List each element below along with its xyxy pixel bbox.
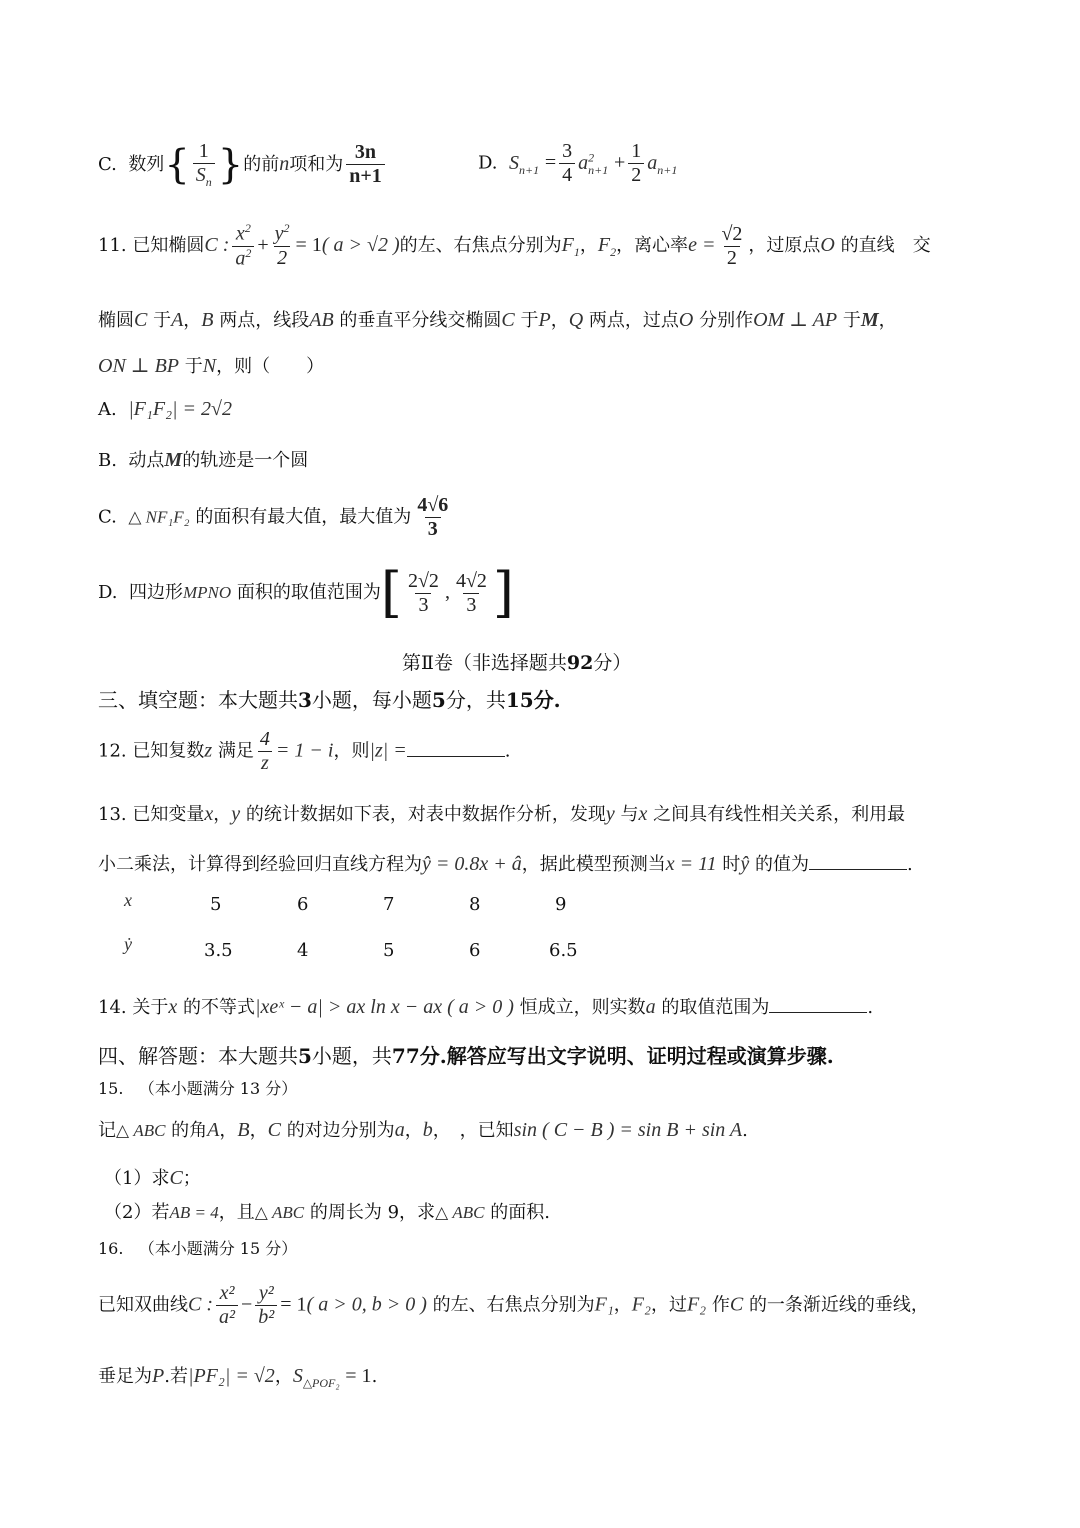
frac-den-sub: n — [205, 175, 212, 189]
t: 椭圆 — [98, 310, 134, 331]
m: ŷ — [740, 853, 750, 875]
m: △ ABC — [254, 1203, 305, 1222]
frac-den — [232, 246, 254, 271]
q10-option-d — [478, 140, 677, 187]
t: ，且 — [218, 1202, 255, 1223]
question-number: 16. — [98, 1239, 124, 1258]
fraction — [453, 570, 490, 617]
q11-line3 — [98, 352, 324, 378]
t: ， — [274, 1366, 293, 1387]
f1-sub: 1 — [573, 245, 580, 260]
expr: |F₁F₂| = 2√2 — [128, 398, 232, 420]
q12 — [98, 728, 510, 775]
comma: , — [444, 581, 450, 603]
t: 已知复数 — [132, 740, 205, 762]
table-cell: 5 — [210, 894, 222, 915]
t: （本小题满分 13 分） — [138, 1079, 298, 1098]
q11-line2 — [98, 306, 897, 332]
q10-c-text2: 的前 — [243, 153, 280, 175]
m: F₁ — [594, 1293, 614, 1316]
fraction — [414, 494, 451, 541]
q13-line1 — [98, 800, 905, 826]
x: x — [235, 222, 245, 245]
left-brace-icon: { — [164, 141, 190, 188]
t: ，则 — [333, 740, 370, 762]
m: △ NF₁F₂ — [128, 507, 190, 527]
frac-den: 3 — [415, 593, 431, 617]
frac-num: 3n — [354, 141, 377, 164]
frac-den: z — [258, 751, 272, 775]
f2-sub: 2 — [610, 245, 617, 260]
m: y — [231, 803, 241, 825]
m: x — [204, 803, 214, 825]
question-number: 13. — [98, 804, 127, 825]
m: ŷ = 0.8x + â — [422, 853, 522, 875]
m: △ ABC — [435, 1203, 485, 1222]
q16-stem-line2 — [98, 1362, 377, 1391]
d-term2 — [647, 151, 678, 177]
q11-text: 已知椭圆 — [132, 235, 205, 257]
q11-text2: 的左、右焦点分别为 — [399, 235, 562, 257]
t: .若 — [164, 1366, 188, 1387]
m: B — [201, 309, 214, 331]
m: M — [860, 309, 879, 331]
option-label: D. — [478, 152, 498, 174]
d-term1 — [578, 149, 609, 177]
t: 的周长为 9，求 — [309, 1202, 436, 1223]
t: 5 — [431, 688, 446, 712]
table-cell: 3.5 — [204, 940, 233, 961]
t: 满足 — [217, 740, 254, 762]
frac-den: n+1 — [346, 164, 385, 188]
t: 分） — [593, 652, 632, 674]
table-cell: 6.5 — [549, 940, 578, 961]
fraction — [255, 1282, 277, 1329]
t: 于 — [153, 310, 172, 331]
t: 的统计数据如下表，对表中数据作分析，发现 — [245, 804, 606, 825]
m: MPNO — [182, 583, 232, 602]
part2-title — [402, 648, 631, 675]
t: 四、解答题：本大题共 — [98, 1044, 298, 1068]
option-label: D. — [98, 582, 118, 603]
fraction — [216, 1282, 238, 1329]
t: ， — [219, 1120, 238, 1141]
q16-header — [98, 1236, 297, 1259]
curve-c: C : — [204, 234, 230, 257]
m: A — [171, 309, 184, 331]
t: （本小题满分 15 分） — [138, 1239, 298, 1258]
m: b — [422, 1119, 433, 1141]
fraction — [405, 570, 442, 617]
d-lhs — [508, 151, 540, 177]
m: = 1 − i — [275, 739, 334, 762]
fraction — [193, 140, 215, 190]
t: 的取值范围为 — [661, 997, 770, 1018]
m: M — [164, 449, 183, 471]
frac-num: 4√6 — [417, 494, 449, 516]
frac-den: a² — [216, 1305, 238, 1329]
section-4-heading — [98, 1040, 834, 1069]
t: 的对边分别为 — [286, 1120, 395, 1141]
q10-option-c — [98, 140, 388, 190]
area-s — [292, 1365, 340, 1390]
t: ， — [213, 804, 232, 825]
m: C — [729, 1293, 744, 1316]
m: △ ABC — [116, 1121, 166, 1140]
t: 小题，每小题 — [311, 688, 432, 712]
sup: 2 — [283, 221, 290, 236]
fraction — [628, 140, 644, 187]
question-number: 11. — [98, 235, 127, 257]
t: 的左、右焦点分别为 — [432, 1294, 595, 1316]
right-brace-icon: } — [217, 141, 244, 188]
q15-part2 — [104, 1198, 550, 1224]
q10-c-text3: 项和为 — [289, 153, 344, 175]
t: 两点，过点 — [588, 310, 679, 331]
option-label: B. — [98, 450, 117, 471]
s: S — [292, 1365, 303, 1387]
s-sub: △POF₂ — [302, 1376, 340, 1390]
m: P — [538, 309, 551, 331]
t: 于 — [842, 310, 861, 331]
frac-num: y² — [258, 1282, 274, 1304]
t: 关于 — [132, 997, 169, 1018]
m: A — [207, 1119, 220, 1141]
fraction-result — [346, 141, 385, 188]
t: 的一条渐近线的垂线， — [748, 1294, 929, 1316]
q15-part1 — [104, 1164, 201, 1190]
q11-text4: ，过原点 — [748, 235, 821, 257]
m: ON ⊥ BP — [98, 355, 180, 377]
m: |PF₂| = √2 — [187, 1365, 275, 1387]
t: ， — [878, 310, 897, 331]
question-number: 14. — [98, 997, 127, 1018]
d-term1-sub: n+1 — [588, 162, 609, 177]
m: AB = 4 — [169, 1203, 219, 1222]
t: 已知双曲线 — [98, 1294, 188, 1316]
t: ， — [183, 310, 202, 331]
q10-c-text: 数列 — [128, 153, 165, 175]
m: N — [202, 355, 217, 377]
table-cell: 5 — [383, 940, 395, 961]
table-cell: 9 — [555, 894, 567, 915]
t: 动点 — [128, 450, 165, 471]
f2-letter: F — [597, 234, 611, 257]
q15-stem — [98, 1116, 748, 1142]
frac-num: 1 — [631, 140, 642, 162]
t: 的不等式 — [183, 997, 255, 1018]
t: . — [907, 854, 913, 875]
m: = 1 — [345, 1365, 372, 1387]
m: x — [168, 996, 178, 1018]
t: ，过 — [650, 1294, 687, 1316]
m: a — [645, 996, 656, 1018]
m: B — [237, 1119, 250, 1141]
answer-blank[interactable] — [809, 853, 907, 870]
fraction — [718, 223, 745, 270]
frac-den: b² — [255, 1305, 277, 1329]
point-o: O — [820, 234, 835, 257]
frac-den: 3 — [463, 593, 479, 617]
frac-num: 2√2 — [407, 569, 439, 592]
table-cell: 6 — [469, 940, 481, 961]
t: 分. — [533, 688, 561, 712]
t: . — [867, 997, 874, 1018]
m: sin ( C − B ) = sin B + sin A — [513, 1119, 743, 1141]
t: 两点，线段 — [219, 310, 310, 331]
fraction — [257, 728, 273, 775]
m: OM ⊥ AP — [753, 309, 838, 331]
var-n: n — [279, 152, 290, 175]
frac-num: 3 — [562, 140, 573, 162]
q13-line2 — [98, 850, 913, 876]
d-lhs-s: S — [508, 151, 519, 174]
t: ， — [404, 1120, 423, 1141]
section-3-heading — [98, 684, 561, 713]
frac-num: 4 — [259, 728, 270, 750]
f2 — [597, 234, 617, 260]
frac-den: 3 — [425, 517, 441, 541]
rhs: = 1 — [295, 234, 322, 257]
fraction — [272, 222, 293, 270]
t: 于 — [184, 356, 203, 377]
frac-num: 4√2 — [455, 569, 487, 592]
t: 小二乘法，计算得到经验回归直线方程为 — [98, 854, 422, 875]
q11-option-a — [98, 398, 232, 421]
m: P — [152, 1365, 165, 1387]
m: F₂ — [631, 1293, 651, 1316]
t: ， — [550, 310, 569, 331]
q11-line1 — [98, 222, 931, 270]
frac-den-s: S — [195, 164, 206, 186]
t: ， — [249, 1120, 268, 1141]
sup: 2 — [244, 221, 251, 235]
frac-num: 1 — [198, 140, 209, 162]
option-label: C. — [98, 506, 117, 528]
frac-den: 2 — [274, 246, 290, 270]
t: 作 — [711, 1294, 730, 1316]
t: 的垂直平分线交椭圆 — [339, 310, 502, 331]
t: 恒成立，则实数 — [519, 997, 646, 1018]
fraction — [559, 140, 575, 187]
q14 — [98, 993, 873, 1019]
m: F₂ — [686, 1293, 707, 1316]
t: 时 — [722, 854, 741, 875]
m: C : — [188, 1293, 213, 1316]
d-term1-a: a — [578, 151, 589, 174]
t: 5 — [298, 1044, 312, 1068]
frac-den — [193, 163, 215, 190]
t: 的值为 — [755, 854, 809, 875]
frac-num — [233, 222, 254, 246]
t: 分别作 — [699, 310, 754, 331]
option-label: C. — [98, 153, 117, 175]
table-cell: 7 — [383, 894, 395, 915]
frac-den: 4 — [559, 163, 575, 187]
table-y-label: ẏ — [124, 934, 132, 954]
t: 77 — [391, 1044, 420, 1068]
frac-num: √2 — [721, 222, 743, 245]
a: a — [235, 247, 246, 270]
t: 分.解答应写出文字说明、证明过程或演算步骤. — [419, 1044, 834, 1068]
q15-header — [98, 1076, 297, 1099]
q11-text5: 的直线 交 — [840, 235, 931, 257]
t: 分，共 — [445, 688, 506, 712]
m: C — [501, 309, 515, 331]
m: = 1 — [280, 1293, 307, 1316]
t: 垂足为 — [98, 1366, 152, 1387]
t: 与 — [620, 804, 639, 825]
m: C — [267, 1119, 281, 1141]
m: x — [638, 803, 648, 825]
q11-option-b — [98, 446, 308, 472]
t: 15 — [505, 688, 534, 712]
t: 小题，共 — [311, 1044, 392, 1068]
m: ( a > 0, b > 0 ) — [306, 1293, 427, 1316]
q11-option-c — [98, 494, 454, 541]
q11-option-d — [98, 561, 514, 624]
answer-blank[interactable] — [407, 740, 505, 757]
table-x-label: x — [124, 890, 132, 910]
m: Q — [568, 309, 584, 331]
f1 — [561, 234, 580, 260]
t: 第Ⅱ卷（非选择题共 — [402, 652, 567, 674]
d-term1-sup: 2 — [588, 149, 595, 164]
t: ； — [182, 1168, 201, 1189]
table-cell: 4 — [297, 940, 309, 961]
table-cell: 8 — [469, 894, 481, 915]
t: 的轨迹是一个圆 — [182, 450, 309, 471]
t: . — [371, 1366, 378, 1387]
t: ，则（ ） — [216, 356, 325, 377]
m: y — [605, 803, 615, 825]
m: x = 11 — [665, 853, 717, 875]
fraction — [232, 222, 254, 270]
equals: = — [544, 151, 557, 174]
right-bracket-icon: ] — [492, 561, 514, 624]
answer-blank[interactable] — [769, 996, 867, 1013]
t: 的面积有最大值，最大值为 — [195, 506, 412, 528]
m: C — [134, 309, 148, 331]
t: 记 — [98, 1120, 116, 1141]
sep: ， — [579, 235, 598, 257]
t: 3 — [298, 688, 312, 712]
m: C — [169, 1167, 183, 1189]
frac-num: x² — [219, 1282, 235, 1304]
t: 92 — [566, 652, 594, 674]
left-bracket-icon: [ — [380, 561, 402, 624]
t: 之间具有线性相关关系，利用最 — [653, 804, 906, 825]
d-term2-a: a — [647, 151, 658, 174]
m: |xeˣ − a| > ax ln x − ax ( a > 0 ) — [255, 996, 514, 1018]
t: 于 — [520, 310, 539, 331]
d-term2-sub: n+1 — [657, 162, 678, 177]
plus: + — [613, 151, 626, 174]
m: z — [204, 739, 213, 762]
m: AB — [309, 309, 334, 331]
minus: − — [241, 1293, 253, 1316]
d-lhs-sub: n+1 — [518, 162, 540, 177]
frac-den: 2 — [724, 246, 740, 270]
t: 的角 — [171, 1120, 208, 1141]
t: 四边形 — [128, 582, 183, 603]
frac-num — [272, 222, 293, 246]
t: 三、填空题：本大题共 — [98, 688, 298, 712]
t: ，据此模型预测当 — [521, 854, 666, 875]
t: （1）求 — [104, 1168, 170, 1189]
t: 面积的取值范围为 — [236, 582, 381, 603]
question-number: 15. — [98, 1079, 124, 1098]
f1-letter: F — [561, 234, 574, 257]
e-lhs: e = — [688, 234, 716, 257]
t: （2）若 — [104, 1202, 170, 1223]
q16-stem-line1 — [98, 1282, 929, 1329]
t: 的面积. — [490, 1202, 550, 1223]
option-label: A. — [98, 399, 117, 420]
m: |z| = — [369, 739, 407, 762]
q11-text3: ，离心率 — [616, 235, 689, 257]
t: . — [504, 740, 511, 762]
y: y — [274, 222, 284, 245]
t: ， ，已知 — [432, 1120, 514, 1141]
m: a — [394, 1119, 405, 1141]
frac-den: 2 — [628, 163, 644, 187]
plus: + — [257, 234, 269, 257]
condition: ( a > √2 ) — [321, 234, 400, 257]
sup: 2 — [245, 245, 252, 260]
question-number: 12. — [98, 740, 127, 762]
t: . — [742, 1120, 748, 1141]
t: 已知变量 — [132, 804, 205, 825]
table-cell: 6 — [297, 894, 309, 915]
m: O — [678, 309, 694, 331]
t: ， — [613, 1294, 632, 1316]
